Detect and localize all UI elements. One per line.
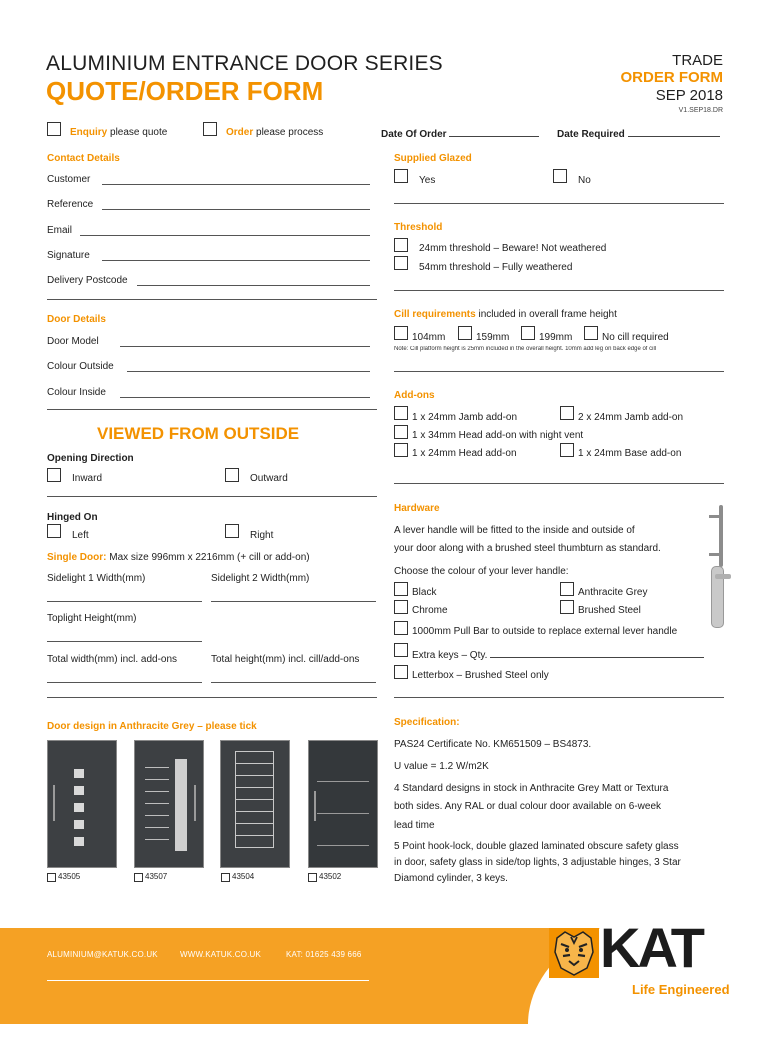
email-input[interactable] <box>80 235 370 236</box>
divider <box>394 290 724 291</box>
addon-head-24-checkbox[interactable] <box>394 443 408 457</box>
order-option <box>226 127 323 138</box>
glazed-no-label: No <box>578 175 591 186</box>
glass-panel <box>74 769 84 778</box>
opening-direction-heading: Opening Direction <box>47 453 134 464</box>
door-groove <box>145 767 169 768</box>
design-43502-label: 43502 <box>319 872 342 881</box>
sidelight1-input[interactable] <box>47 601 202 602</box>
spec-lock-line2: in door, safety glass in side/top lights, 3 adjustable hinges, 3 Star <box>394 857 681 868</box>
addon-base-24-checkbox[interactable] <box>560 443 574 457</box>
door-model-label: Door Model <box>47 336 99 347</box>
sidelight2-input[interactable] <box>211 601 376 602</box>
door-details-heading: Door Details <box>47 314 106 325</box>
single-door-info <box>47 552 310 563</box>
door-groove <box>235 787 273 788</box>
enquiry-checkbox[interactable] <box>47 122 61 136</box>
divider <box>47 496 377 497</box>
addon-head-24-label: 1 x 24mm Head add-on <box>412 448 517 459</box>
colour-inside-label: Colour Inside <box>47 387 106 398</box>
extra-keys-checkbox[interactable] <box>394 643 408 657</box>
threshold-54mm-checkbox[interactable] <box>394 256 408 270</box>
sidelight1-label: Sidelight 1 Width(mm) <box>47 573 146 584</box>
design-43507-label: 43507 <box>145 872 168 881</box>
right-checkbox[interactable] <box>225 524 239 538</box>
cill-note: Note: Cill platform height is 25mm included in the overall height. 10mm add leg on back edge of cill <box>394 346 657 352</box>
toplight-input[interactable] <box>47 641 202 642</box>
reference-input[interactable] <box>102 209 370 210</box>
door-handle <box>194 785 196 821</box>
addon-jamb-2x24-label: 2 x 24mm Jamb add-on <box>578 412 684 423</box>
colour-outside-input[interactable] <box>127 371 370 372</box>
total-height-label: Total height(mm) incl. cill/add-ons <box>211 654 360 665</box>
addon-head-34-checkbox[interactable] <box>394 425 408 439</box>
no-cill-checkbox[interactable] <box>584 326 598 340</box>
handle-anthracite-label: Anthracite Grey <box>578 587 648 598</box>
door-design-43505-image <box>47 740 117 868</box>
cill-104mm-checkbox[interactable] <box>394 326 408 340</box>
tiger-logo-icon <box>549 928 599 978</box>
date-required-label: Date Required <box>557 129 625 140</box>
glass-panel <box>175 759 187 851</box>
left-checkbox[interactable] <box>47 524 61 538</box>
form-title: QUOTE/ORDER FORM <box>46 76 324 106</box>
divider <box>394 203 724 204</box>
signature-input[interactable] <box>102 260 370 261</box>
date-required-field <box>557 127 720 140</box>
colour-outside-label: Colour Outside <box>47 361 114 372</box>
divider <box>47 409 377 410</box>
door-groove <box>145 779 169 780</box>
customer-label: Customer <box>47 174 91 185</box>
spec-designs-line2: both sides. Any RAL or dual colour door available on 6-week <box>394 801 662 812</box>
pull-bar-checkbox[interactable] <box>394 621 408 635</box>
handle-chrome-checkbox[interactable] <box>394 600 408 614</box>
spec-designs-line1: 4 Standard designs in stock in Anthracite Grey Matt or Textura <box>394 783 669 794</box>
supplied-glazed-heading: Supplied Glazed <box>394 153 472 164</box>
series-title: ALUMINIUM ENTRANCE DOOR SERIES <box>46 52 443 75</box>
threshold-54mm-label: 54mm threshold – Fully weathered <box>419 262 573 273</box>
right-label: Right <box>250 530 274 541</box>
door-design-43504-image <box>220 740 290 868</box>
threshold-heading: Threshold <box>394 222 443 233</box>
glass-panel <box>74 837 84 846</box>
spec-lock-line1: 5 Point hook-lock, double glazed laminated obscure safety glass <box>394 841 679 852</box>
design-43507-checkbox[interactable] <box>134 873 143 882</box>
no-cill-label: No cill required <box>602 332 669 343</box>
reference-label: Reference <box>47 199 94 210</box>
door-groove <box>317 813 369 814</box>
contact-heading: Contact Details <box>47 153 120 164</box>
door-groove <box>273 751 274 848</box>
addon-jamb-1x24-label: 1 x 24mm Jamb add-on <box>412 412 518 423</box>
door-groove <box>235 775 273 776</box>
door-handle <box>314 791 316 821</box>
toplight-label: Toplight Height(mm) <box>47 613 137 624</box>
email-label: Email <box>47 225 73 236</box>
spec-certificate: PAS24 Certificate No. KM651509 – BS4873. <box>394 739 592 750</box>
door-groove <box>145 839 169 840</box>
total-height-input[interactable] <box>211 682 376 683</box>
total-width-label: Total width(mm) incl. add-ons <box>47 654 178 665</box>
single-door-label: Single Door: <box>47 552 107 563</box>
handle-brushed-checkbox[interactable] <box>560 600 574 614</box>
door-groove <box>235 823 273 824</box>
door-design-heading: Door design in Anthracite Grey – please tick <box>47 721 257 732</box>
footer-email-link[interactable]: ALUMINIUM@KATUK.CO.UK <box>47 950 158 959</box>
extra-keys-label: Extra keys – Qty. <box>412 650 488 661</box>
enquiry-text: please quote <box>110 127 168 138</box>
glass-panel <box>74 803 84 812</box>
cill-heading-label: Cill requirements <box>394 309 476 320</box>
addons-heading: Add-ons <box>394 390 435 401</box>
cill-104mm-label: 104mm <box>412 332 446 343</box>
single-door-text: Max size 996mm x 2216mm (+ cill or add-on) <box>109 552 310 563</box>
outward-checkbox[interactable] <box>225 468 239 482</box>
glazed-yes-label: Yes <box>419 175 436 186</box>
door-groove <box>145 791 169 792</box>
divider <box>47 697 377 698</box>
sidelight2-label: Sidelight 2 Width(mm) <box>211 573 310 584</box>
pull-bar-image <box>705 505 733 567</box>
door-design-43507-image <box>134 740 204 868</box>
order-form-label: ORDER FORM <box>620 69 723 86</box>
total-width-input[interactable] <box>47 682 202 683</box>
pull-bar-label: 1000mm Pull Bar to outside to replace external lever handle <box>412 626 678 637</box>
handle-black-label: Black <box>412 587 437 598</box>
glazed-yes-checkbox[interactable] <box>394 169 408 183</box>
divider <box>394 371 724 372</box>
door-groove <box>235 751 273 752</box>
date-of-order-field <box>381 127 539 140</box>
glass-panel <box>74 820 84 829</box>
footer-website-link[interactable]: WWW.KATUK.CO.UK <box>180 950 262 959</box>
cill-heading-rest: included in overall frame height <box>478 309 617 320</box>
order-checkbox[interactable] <box>203 122 217 136</box>
threshold-24mm-label: 24mm threshold – Beware! Not weathered <box>419 243 607 254</box>
hardware-line2: your door along with a brushed steel thumbturn as standard. <box>394 543 661 554</box>
extra-keys-qty-input[interactable] <box>490 648 704 658</box>
door-model-input[interactable] <box>120 346 370 347</box>
door-groove <box>145 803 169 804</box>
viewed-from-outside-heading: VIEWED FROM OUTSIDE <box>97 424 300 443</box>
spec-lock-line3: Diamond cylinder, 3 keys. <box>394 873 508 884</box>
cill-159mm-label: 159mm <box>476 332 510 343</box>
footer-phone: KAT: 01625 439 666 <box>286 950 362 959</box>
enquiry-option <box>70 127 167 138</box>
design-43504-checkbox[interactable] <box>221 873 230 882</box>
door-groove <box>317 845 369 846</box>
door-groove <box>235 847 273 848</box>
inward-label: Inward <box>72 473 103 484</box>
delivery-postcode-input[interactable] <box>137 285 370 286</box>
door-design-43502-image <box>308 740 378 868</box>
spec-designs-line3: lead time <box>394 820 435 831</box>
cill-heading <box>394 309 617 320</box>
addon-jamb-1x24-checkbox[interactable] <box>394 406 408 420</box>
date-required-input[interactable] <box>628 127 720 137</box>
specification-heading: Specification: <box>394 717 460 728</box>
door-groove <box>235 751 236 848</box>
addon-head-34-label: 1 x 34mm Head add-on with night vent <box>412 430 584 441</box>
design-43505-checkbox[interactable] <box>47 873 56 882</box>
colour-inside-input[interactable] <box>120 397 370 398</box>
delivery-postcode-label: Delivery Postcode <box>47 275 128 286</box>
cill-199mm-checkbox[interactable] <box>521 326 535 340</box>
handle-chrome-label: Chrome <box>412 605 448 616</box>
door-groove <box>145 815 169 816</box>
divider <box>394 483 724 484</box>
left-label: Left <box>72 530 89 541</box>
divider <box>394 697 724 698</box>
hardware-heading: Hardware <box>394 503 440 514</box>
design-43505-label: 43505 <box>58 872 81 881</box>
handle-brushed-label: Brushed Steel <box>578 605 641 616</box>
glass-panel <box>74 786 84 795</box>
outward-label: Outward <box>250 473 288 484</box>
customer-input[interactable] <box>102 184 370 185</box>
date-of-order-input[interactable] <box>449 127 539 137</box>
threshold-24mm-checkbox[interactable] <box>394 238 408 252</box>
door-groove <box>235 835 273 836</box>
design-43504-label: 43504 <box>232 872 255 881</box>
letterbox-label: Letterbox – Brushed Steel only <box>412 670 549 681</box>
version-label: V1.SEP18.DR <box>678 107 723 114</box>
trade-label: TRADE <box>672 52 723 69</box>
spec-u-value: U value = 1.2 W/m2K <box>394 761 489 772</box>
order-label: Order <box>226 127 254 138</box>
divider <box>47 299 377 300</box>
date-label: SEP 2018 <box>655 87 723 104</box>
lever-handle-image <box>703 566 733 628</box>
door-handle <box>53 785 55 821</box>
door-groove <box>317 781 369 782</box>
door-groove <box>235 811 273 812</box>
door-groove <box>145 827 169 828</box>
design-43502-checkbox[interactable] <box>308 873 317 882</box>
tagline: Life Engineered <box>632 982 730 997</box>
hinged-on-heading: Hinged On <box>47 512 98 523</box>
addon-jamb-2x24-checkbox[interactable] <box>560 406 574 420</box>
hardware-choose: Choose the colour of your lever handle: <box>394 566 569 577</box>
letterbox-checkbox[interactable] <box>394 665 408 679</box>
date-of-order-label: Date Of Order <box>381 129 447 140</box>
kat-logo: KAT <box>600 916 702 979</box>
hardware-line1: A lever handle will be fitted to the inside and outside of <box>394 525 635 536</box>
door-groove <box>235 763 273 764</box>
cill-199mm-label: 199mm <box>539 332 573 343</box>
order-text: please process <box>256 127 324 138</box>
footer-divider <box>47 980 369 981</box>
glazed-no-checkbox[interactable] <box>553 169 567 183</box>
inward-checkbox[interactable] <box>47 468 61 482</box>
extra-keys-field <box>412 648 704 661</box>
door-groove <box>235 799 273 800</box>
addon-base-24-label: 1 x 24mm Base add-on <box>578 448 682 459</box>
cill-159mm-checkbox[interactable] <box>458 326 472 340</box>
signature-label: Signature <box>47 250 90 261</box>
enquiry-label: Enquiry <box>70 127 108 138</box>
handle-anthracite-checkbox[interactable] <box>560 582 574 596</box>
handle-black-checkbox[interactable] <box>394 582 408 596</box>
